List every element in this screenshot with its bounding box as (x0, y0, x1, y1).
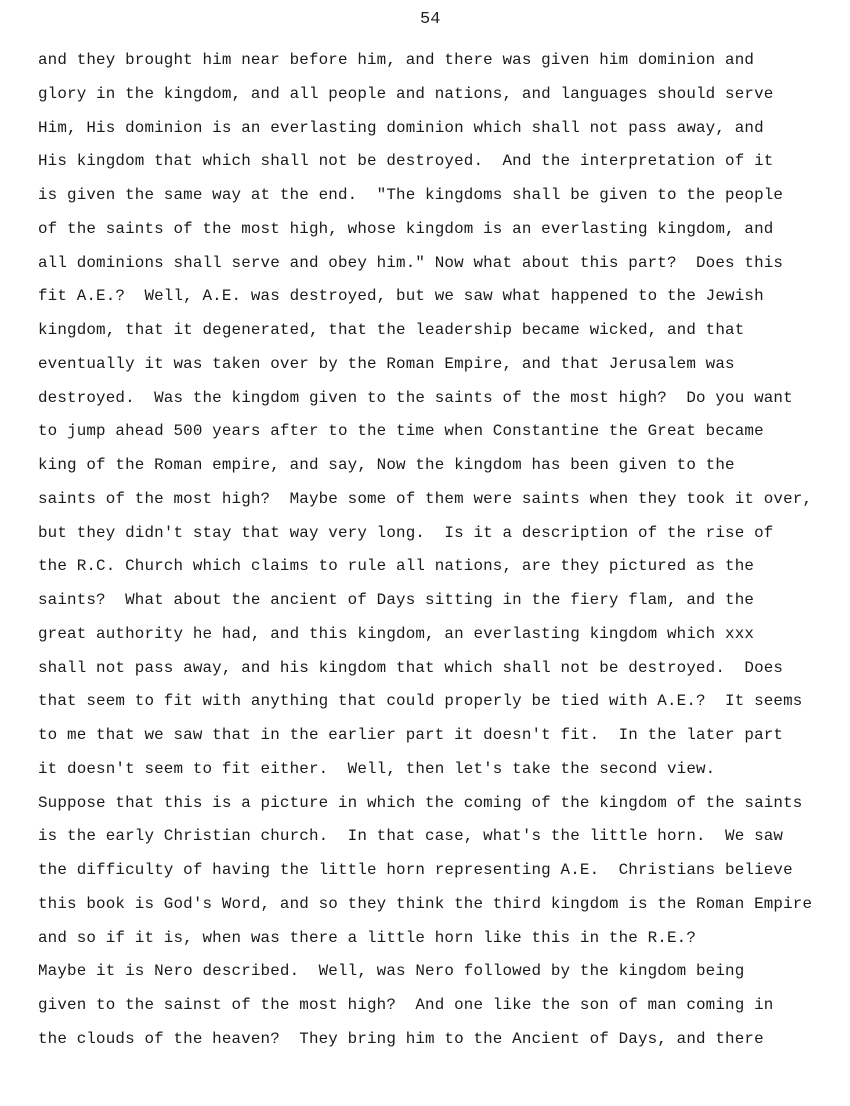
text-line: all dominions shall serve and obey him." Now what about this part? Does this (38, 253, 784, 272)
text-line: fit A.E.? Well, A.E. was destroyed, but we saw what happened to the Jewish (38, 287, 764, 306)
text-line: Maybe it is Nero described. Well, was Nero followed by the kingdom being (38, 962, 745, 981)
text-line: the difficulty of having the little horn representing A.E. Christians believe (38, 861, 793, 879)
text-line: saints of the most high? Maybe some of them were saints when they took it over, (38, 489, 813, 508)
text-line: eventually it was taken over by the Roman Empire, and that Jerusalem was (38, 354, 735, 373)
text-line: and so if it is, when was there a little horn like this in the R.E.? (38, 928, 697, 947)
text-line: to jump ahead 500 years after to the time when Constantine the Great became (38, 422, 764, 441)
text-line: of the saints of the most high, whose kingdom is an everlasting kingdom, and (38, 219, 774, 238)
text-line: that seem to fit with anything that could properly be tied with A.E.? It seems (38, 692, 803, 711)
text-line: is the early Christian church. In that case, what's the little horn. We saw (38, 827, 784, 846)
text-line: this book is God's Word, and so they think the third kingdom is the Roman Empire (38, 894, 813, 913)
text-line: is given the same way at the end. "The kingdoms shall be given to the people (38, 186, 784, 204)
text-line: kingdom, that it degenerated, that the leadership became wicked, and that (38, 321, 745, 339)
text-line: His kingdom that which shall not be destroyed. And the interpretation of it (38, 152, 774, 171)
page-number: 54 (420, 10, 441, 29)
text-line: but they didn't stay that way very long. Is it a description of the rise of (38, 523, 774, 542)
text-line: and they brought him near before him, and there was given him dominion and (38, 51, 755, 69)
text-line: glory in the kingdom, and all people and nations, and languages should serve (38, 84, 774, 103)
text-line: king of the Roman empire, and say, Now the kingdom has been given to the (38, 456, 735, 474)
text-line: Him, His dominion is an everlasting dominion which shall not pass away, and (38, 118, 764, 137)
text-line: destroyed. Was the kingdom given to the saints of the most high? Do you want (38, 388, 793, 407)
text-line: the clouds of the heaven? They bring him to the Ancient of Days, and there (38, 1029, 764, 1048)
text-line: the R.C. Church which claims to rule all nations, are they pictured as the (38, 557, 755, 576)
text-line: given to the sainst of the most high? And one like the son of man coming in (38, 996, 774, 1014)
text-line: it doesn't seem to fit either. Well, then let's take the second view. (38, 759, 716, 778)
text-line: to me that we saw that in the earlier part it doesn't fit. In the later part (38, 726, 784, 744)
text-line: saints? What about the ancient of Days sitting in the fiery flam, and the (38, 591, 755, 609)
text-line: great authority he had, and this kingdom, an everlasting kingdom which xxx (38, 624, 755, 643)
text-line: shall not pass away, and his kingdom that which shall not be destroyed. Does (38, 658, 784, 677)
body-text (38, 44, 850, 1057)
text-line: Suppose that this is a picture in which the coming of the kingdom of the saints (38, 793, 803, 812)
